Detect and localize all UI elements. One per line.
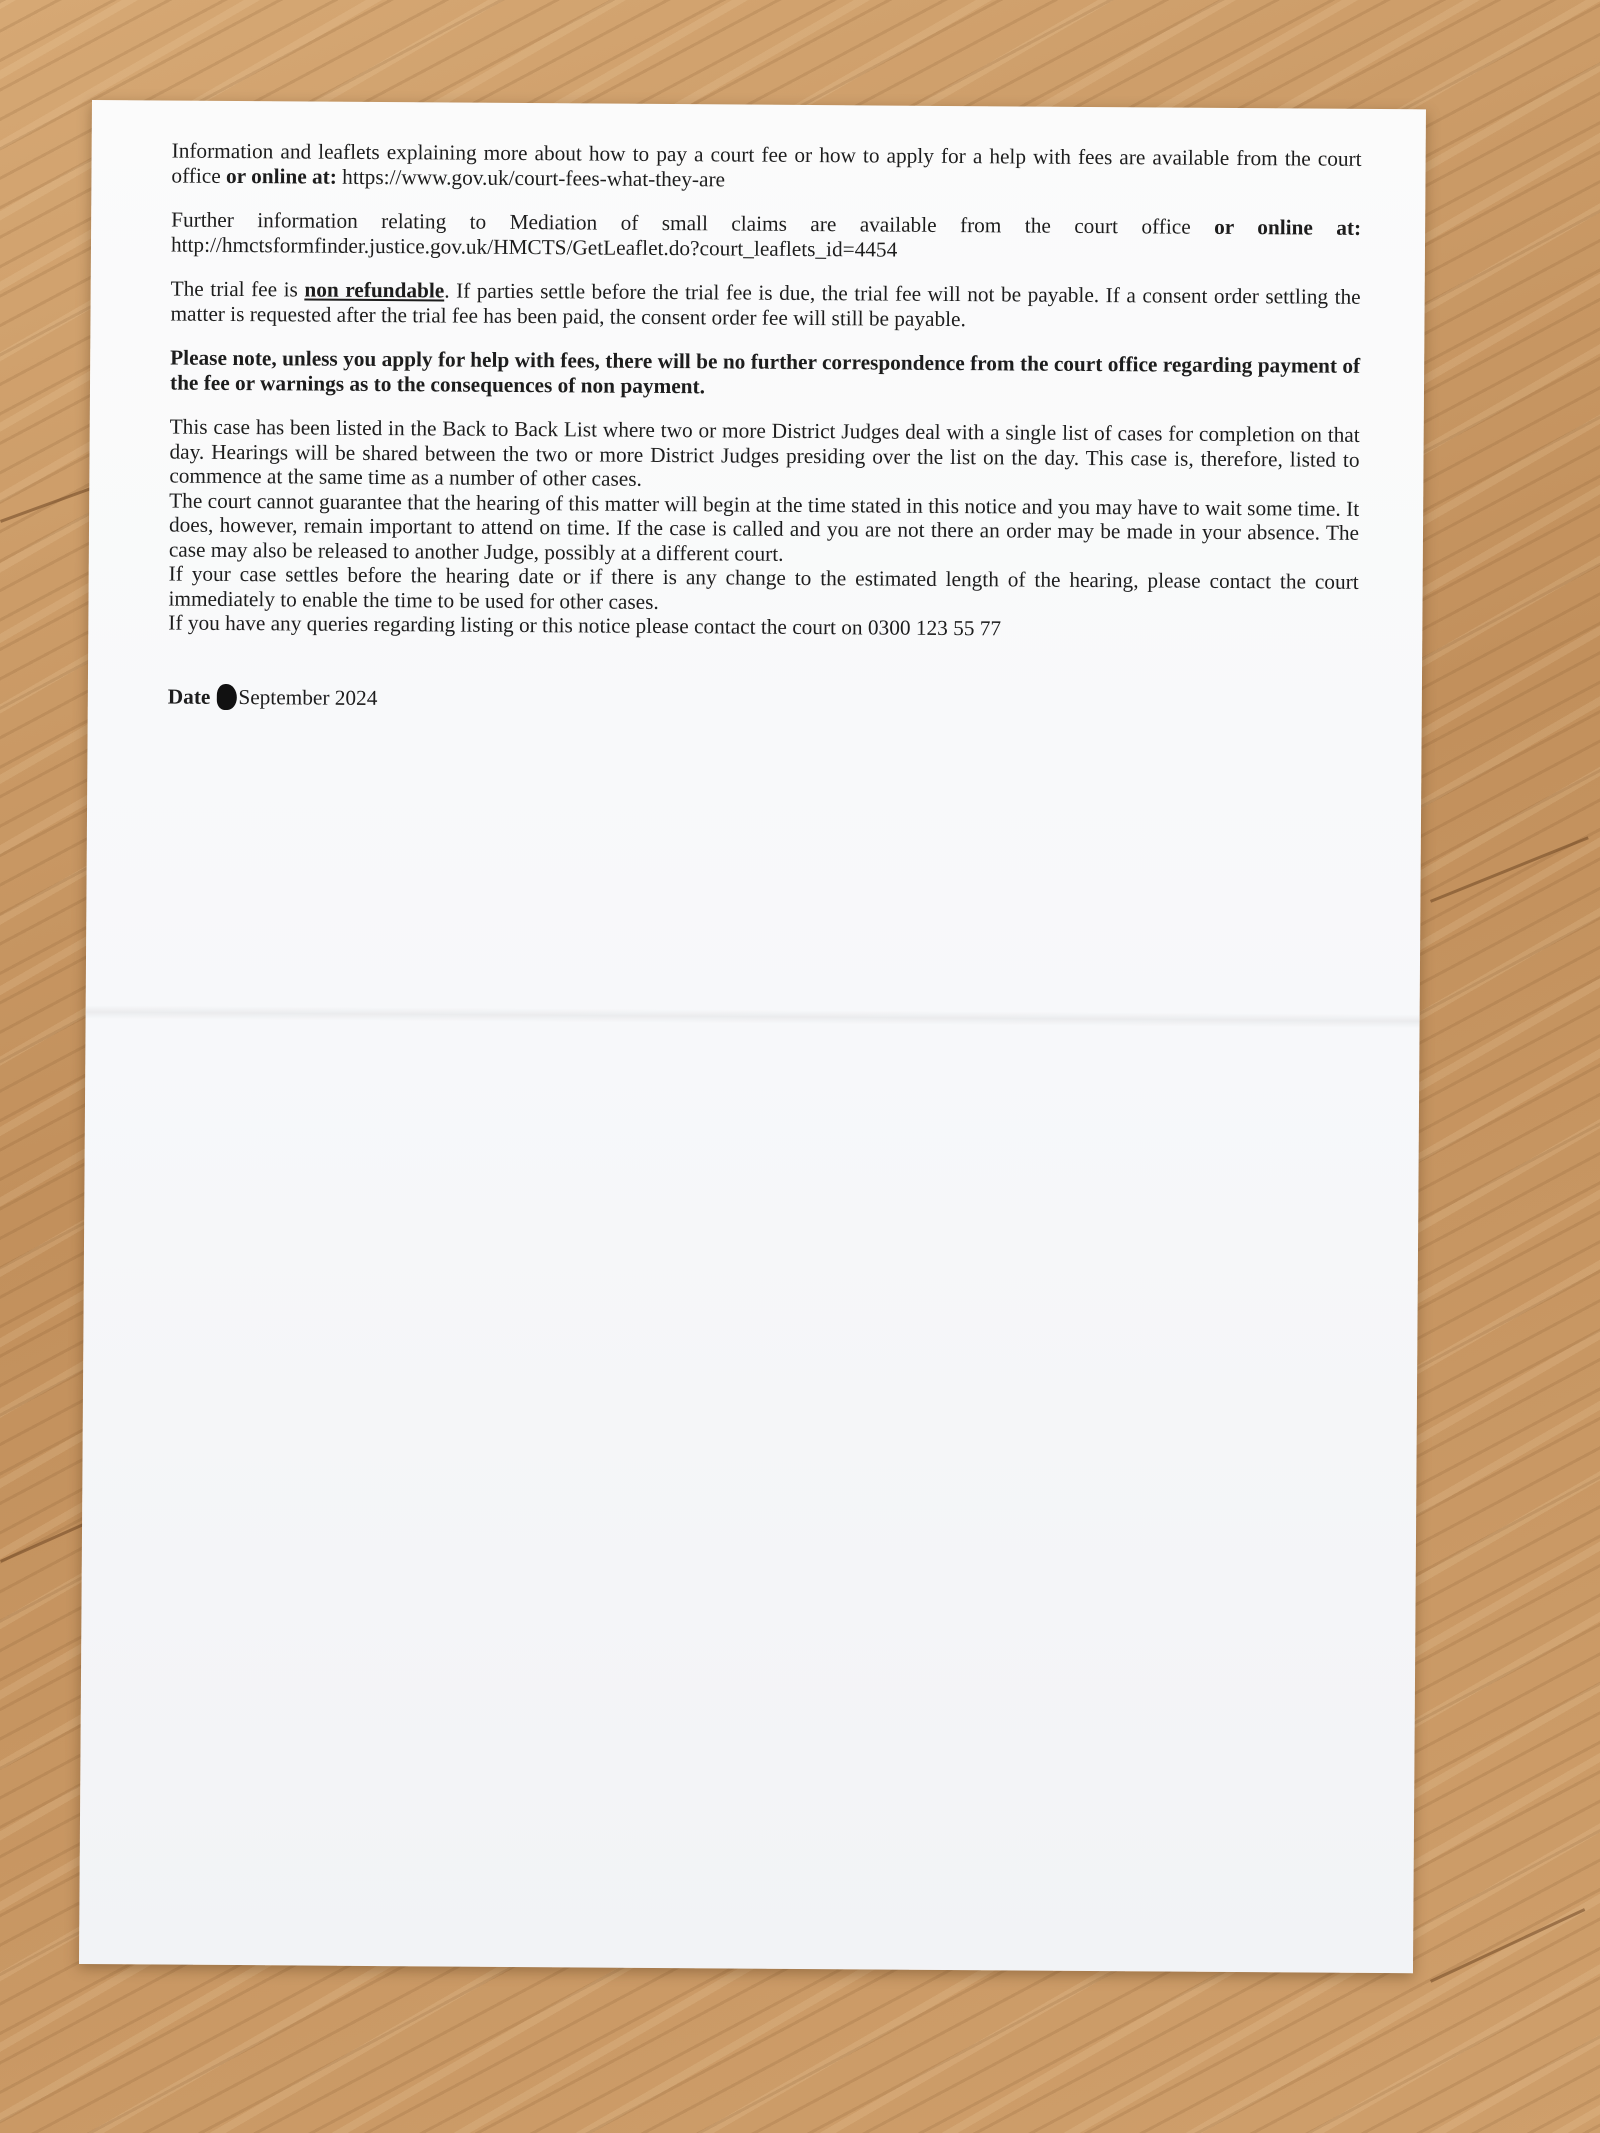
hearing-time-paragraph: The court cannot guarantee that the hearing of this matter will begin at the time stated in this notice and you may have to wait some time. It does, however, remain important to attend on time. If the case is called and you are not there an order may be made in your absence. The case may also be released to another Judge, possibly at a different court.	[168, 488, 1360, 566]
wood-plank-seam	[1430, 836, 1589, 902]
notice-text	[168, 139, 1362, 718]
back-to-back-list-paragraph: This case has been listed in the Back to Back List where two or more District Judges deal with a single list of cases for completion on that day. Hearings will be shared between the two or more District Judges presiding over the list on the day. This case is, therefore, listed to commence at the same time as a number of other cases.	[169, 414, 1360, 491]
date-line	[168, 683, 1358, 717]
court-fees-link: https://www.gov.uk/court-fees-what-they-are	[336, 164, 726, 191]
paper-sheet	[79, 100, 1426, 1973]
trial-fee-paragraph: The trial fee is non refundable. If parties settle before the trial fee is due, the trial fee will not be payable. If a consent order settling the matter is requested after the trial fee has been paid, the consent order fee will still be payable.	[170, 276, 1361, 331]
date-value: September 2024	[238, 684, 378, 710]
paper-fold-crease	[86, 1005, 1420, 1028]
court-fee-info-paragraph: Information and leaflets explaining more about how to pay a court fee or how to apply for a help with fees are available from the court office or online at: https://www.gov.uk/court-fees-what-they-are	[171, 138, 1362, 191]
non-refundable-text: non refundable	[304, 277, 445, 303]
case-settlement-paragraph: If your case settles before the hearing date or if there is any change to the estimated length of the hearing, please contact the court immediately to enable the time to be used for other cases.	[168, 561, 1359, 614]
date-label: Date	[167, 684, 211, 709]
wood-plank-seam	[1430, 1908, 1585, 1983]
help-with-fees-notice: Please note, unless you apply for help with fees, there will be no further correspondence from the court office regarding payment of the fee or warnings as to the consequences of non payment.	[169, 345, 1361, 398]
redaction-mark	[216, 683, 236, 709]
contact-court-paragraph: If you have any queries regarding listing or this notice please contact the court on 0300 123 55 77	[168, 610, 1002, 641]
mediation-link: http://hmctsformfinder.justice.gov.uk/HMCTS/GetLeaflet.do?court_leaflets_id=4454	[170, 232, 898, 262]
mediation-info-paragraph: Further information relating to Mediation of small claims are available from the court office or online at: http://hmctsformfinder.justice.gov.uk/HMCTS/GetLeaflet.do?court_leaflets_id=4454	[170, 207, 1362, 262]
